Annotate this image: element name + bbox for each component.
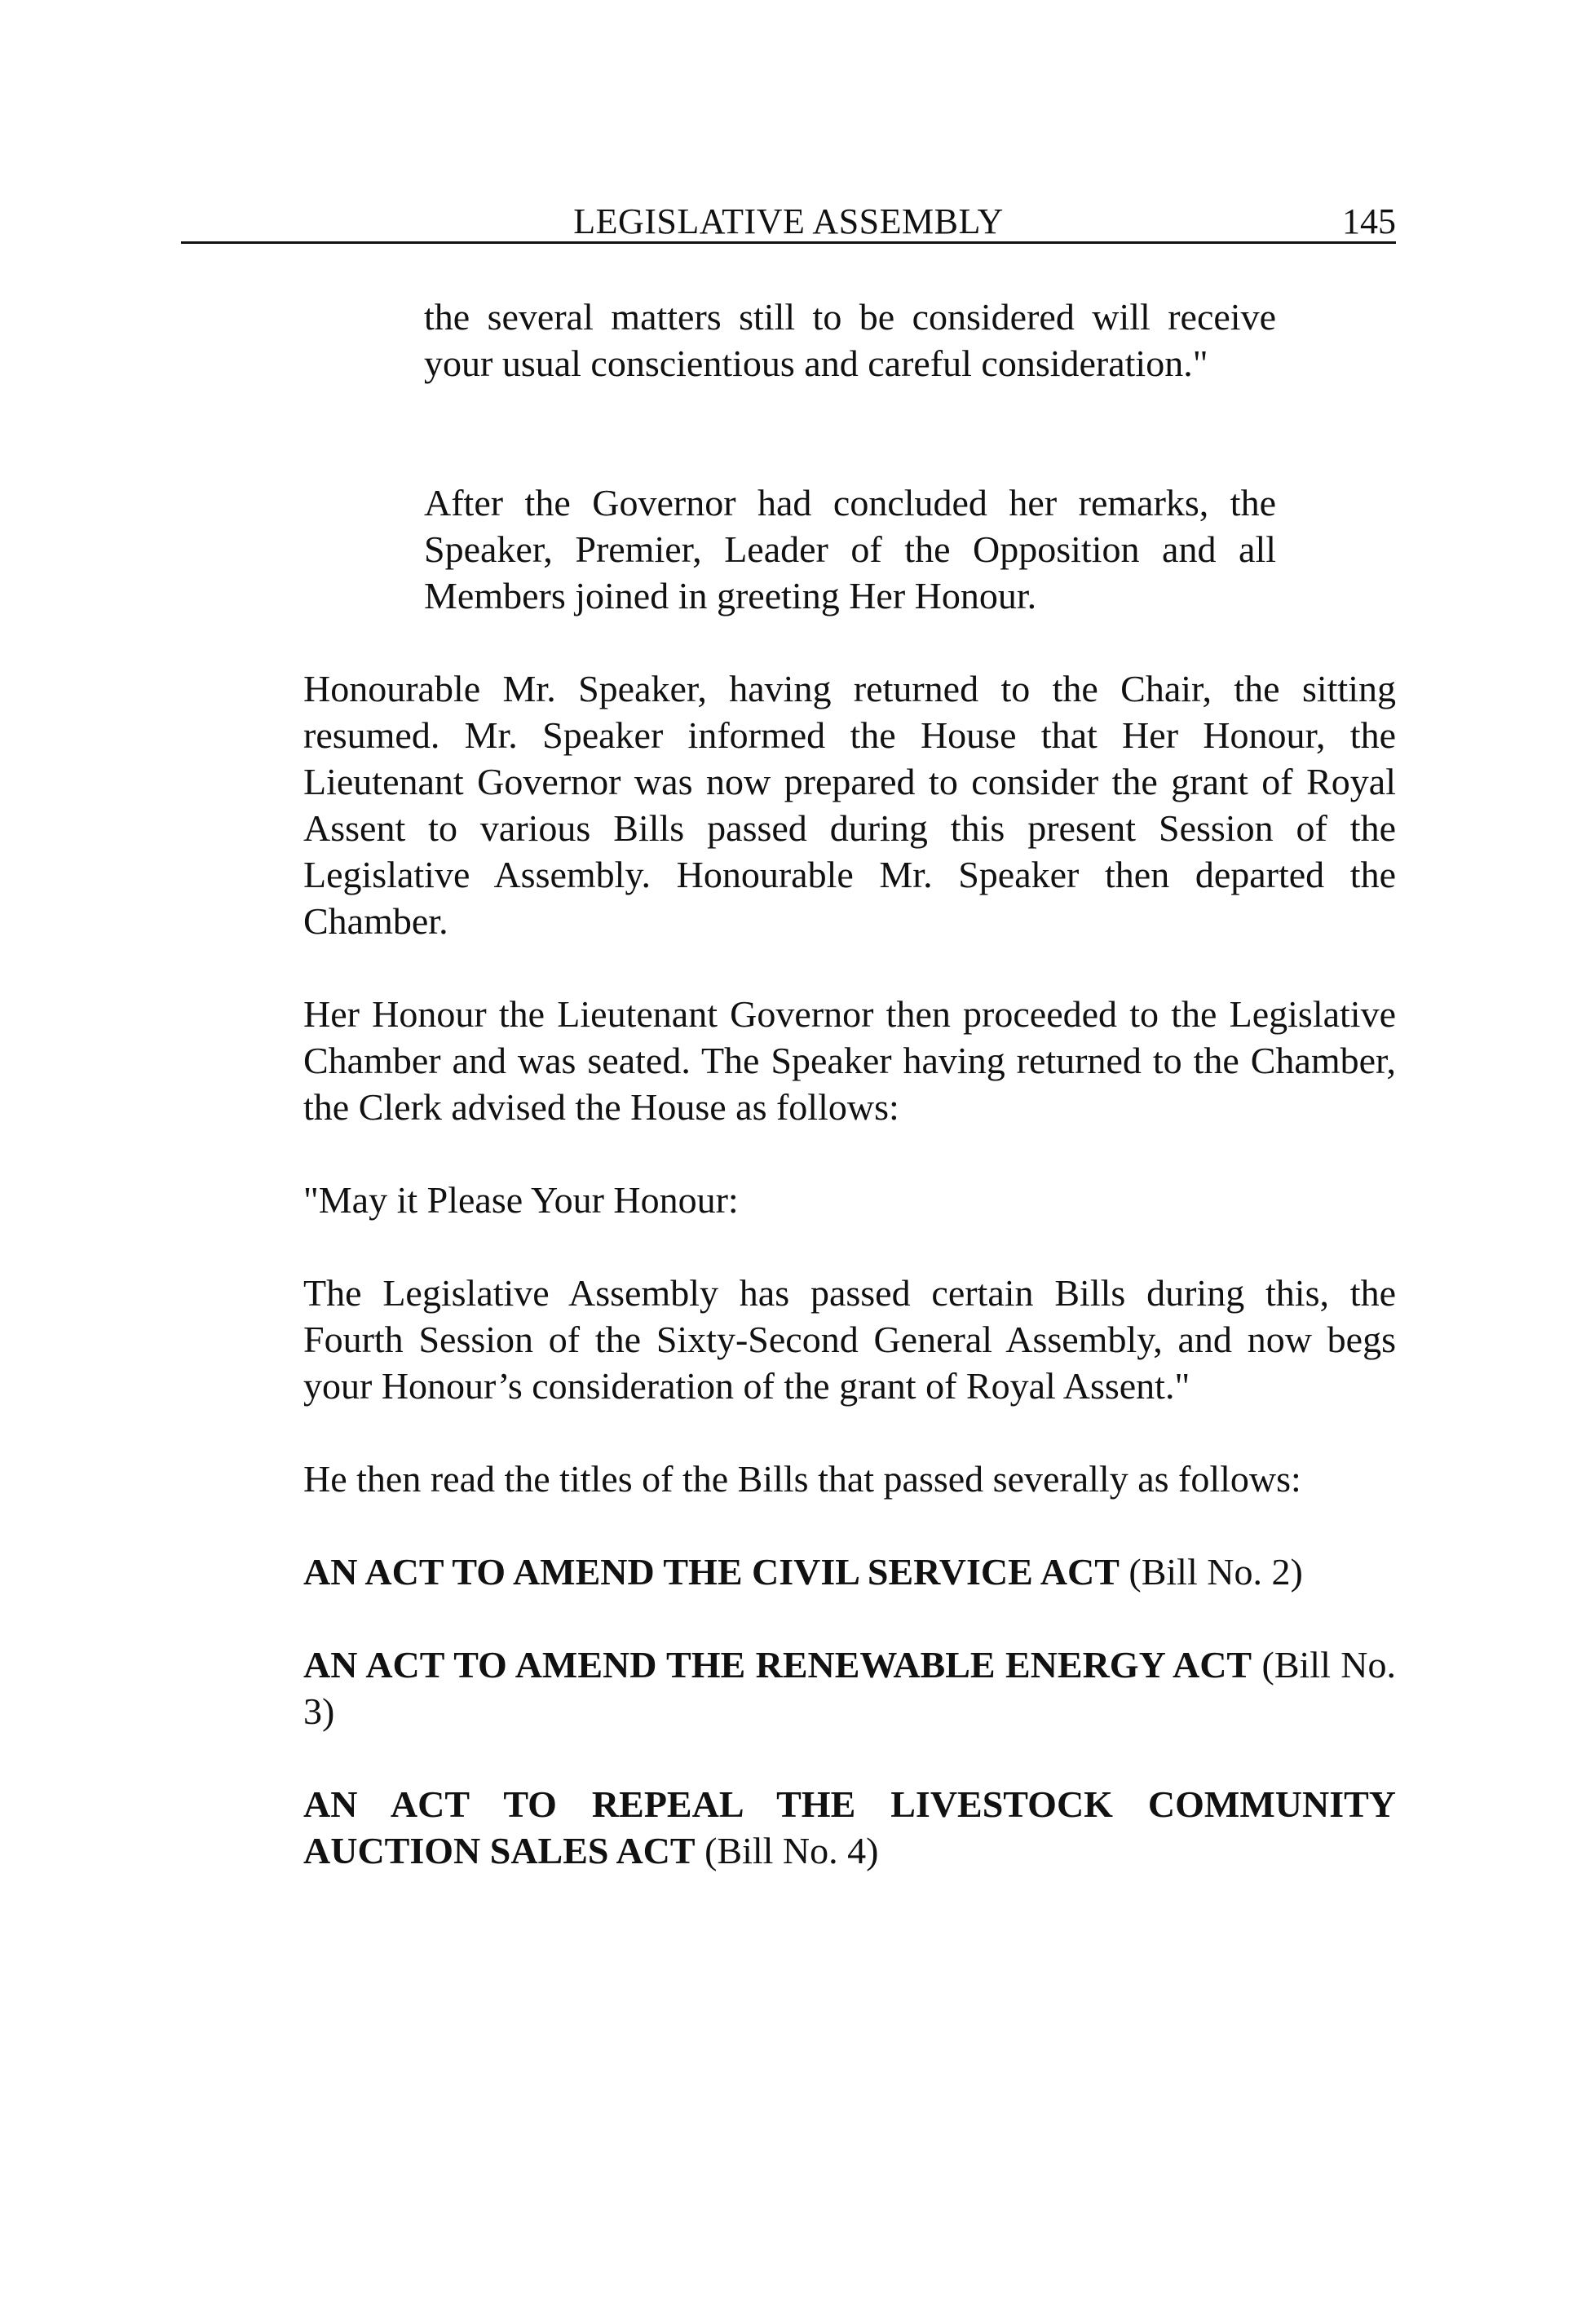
paragraph-closing-remarks: the several matters still to be considered will receive your usual conscientious and careful consideration." [424,296,1276,384]
bill-entry [303,1781,1396,1874]
bill-number: (Bill No. 3) [303,1644,1397,1732]
header-title: LEGISLATIVE ASSEMBLY [573,201,1004,241]
bill-number: (Bill No. 4) [704,1830,879,1871]
paragraph-bill-titles-intro: He then read the titles of the Bills that passed severally as follows: [303,1458,1301,1500]
page-number: 145 [1342,201,1396,241]
bill-entry [303,1641,1396,1734]
page-header [181,196,1396,244]
paragraph-salutation: "May it Please Your Honour: [303,1179,739,1221]
paragraph-lieutenant-governor: Her Honour the Lieutenant Governor then proceeded to the Legislative Chamber and was seated. The Speaker having returned to the Chamber, the Clerk advised the House as follows: [303,993,1396,1128]
paragraph-speaker-returned: Honourable Mr. Speaker, having returned to the Chair, the sitting resumed. Mr. Speaker informed the House that Her Honour, the Lieutenant Governor was now prepared to consider the grant of Royal Assent to various Bills passed during this present Session of the Legislative Assembly. Honourable Mr. Speaker then departed the Chamber. [303,668,1396,942]
bill-title: AN ACT TO REPEAL THE LIVESTOCK COMMUNITY AUCTION SALES ACT [303,1783,1396,1871]
bill-entry [303,1549,1396,1595]
bill-title: AN ACT TO AMEND THE CIVIL SERVICE ACT [303,1551,1120,1593]
paragraph-governor-concluded: After the Governor had concluded her remarks, the Speaker, Premier, Leader of the Opposition and all Members joined in greeting Her Honour. [424,482,1276,616]
paragraph-clerk-advice: The Legislative Assembly has passed certain Bills during this, the Fourth Session of the Sixty-Second General Assembly, and now begs your Honour’s consideration of the grant of Royal Assent." [303,1272,1396,1407]
bill-title: AN ACT TO AMEND THE RENEWABLE ENERGY ACT [303,1644,1252,1686]
bill-number: (Bill No. 2) [1128,1551,1303,1593]
